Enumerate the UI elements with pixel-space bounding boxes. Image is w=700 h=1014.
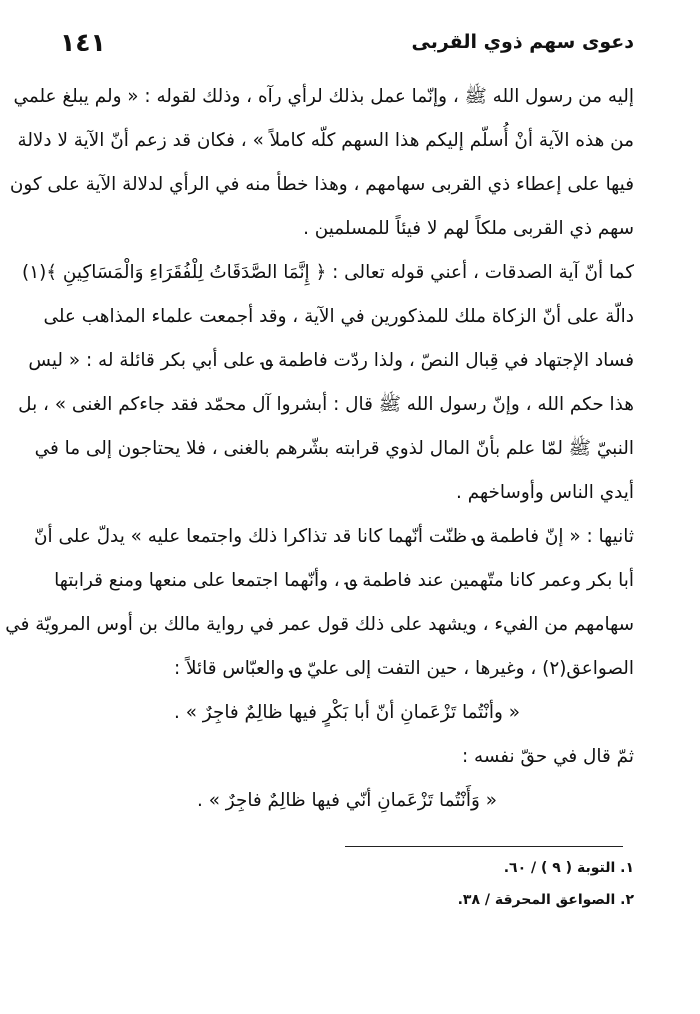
running-title: دعوى سهم ذوي القربى (411, 31, 634, 53)
paragraph-line: النبيّ ﷺ لمّا علم بأنّ المال لذوي قرابته بشّرهم بالغنى ، فلا يحتاجون إلى ما في (34, 438, 634, 459)
quote-line: « وأنْتُما تَزْعَمانِ أنّ أبا بَكْرٍ فيها ظالِمٌ فاجِرٌ » . (174, 702, 520, 723)
paragraph-line: أيدي الناس وأوساخهم . (456, 482, 634, 503)
quote-line: « وَأَنْتُما تَزْعَمانِ أنّي فيها ظالِمٌ فاجِرٌ » . (197, 790, 497, 811)
paragraph-line: ثانيها : « إنّ فاطمة ؈ ظنّت أنّهما كانا قد تذاكرا ذلك واجتمعا عليه » يدلّ على أنّ (34, 526, 634, 547)
paragraph-line: كما أنّ آية الصدقات ، أعني قوله تعالى : ﴿ إِنَّمَا الصَّدَقَاتُ لِلْفُقَرَاءِ وَالْمَسَاكِينِ ﴾(١) (22, 262, 634, 283)
paragraph-line: إليه من رسول الله ﷺ ، وإنّما عمل بذلك لرأي رآه ، وذلك لقوله : « ولم يبلغ علمي (13, 86, 634, 107)
paragraph-line: الصواعق(٢) ، وغيرها ، حين التفت إلى عليّ ؈ والعبّاس قائلاً : (173, 658, 634, 679)
paragraph-line: سهامهم من الفيء ، ويشهد على ذلك قول عمر في رواية مالك بن أوس المرويّة في (5, 614, 634, 635)
paragraph-line: من هذه الآية أنْ أُسلّم إليكم هذا السهم كلّه كاملاً » ، فكان قد زعم أنّ الآية لا دلالة (17, 130, 634, 151)
footnote-item: ١. التوبة ( ٩ ) / ٦٠. (503, 860, 634, 876)
paragraph-line: ثمّ قال في حقّ نفسه : (461, 746, 634, 767)
page-header (60, 26, 634, 58)
paragraph-line: هذا حكم الله ، وإنّ رسول الله ﷺ قال : أبشروا آل محمّد فقد جاءكم الغنى » ، بل (18, 394, 634, 415)
footnote-item: ٢. الصواعق المحرقة / ٣٨. (457, 892, 634, 908)
paragraph-line: دالّة على أنّ الزكاة ملك للمذكورين في الآية ، وقد أجمعت علماء المذاهب على (43, 306, 634, 327)
paragraph-line: فساد الإجتهاد في قِبال النصّ ، ولذا ردّت فاطمة ؈ على أبي بكر قائلة له : « ليس (28, 350, 634, 371)
paragraph-line: فيها على إعطاء ذي القربى سهامهم ، وهذا خطأ منه في الرأي لدلالة الآية على كون (9, 174, 634, 195)
footnote-divider (345, 846, 623, 847)
footnotes (300, 852, 634, 916)
body-text (5, 82, 634, 830)
paragraph-line: أبا بكر وعمر كانا متّهمين عند فاطمة ؈ ، وأنّهما اجتمعا على منعها ومنع قرابتها (54, 570, 634, 591)
page-number: ١٤١ (60, 27, 106, 57)
paragraph-line: سهم ذي القربى ملكاً لهم لا فيئاً للمسلمين . (303, 218, 634, 239)
